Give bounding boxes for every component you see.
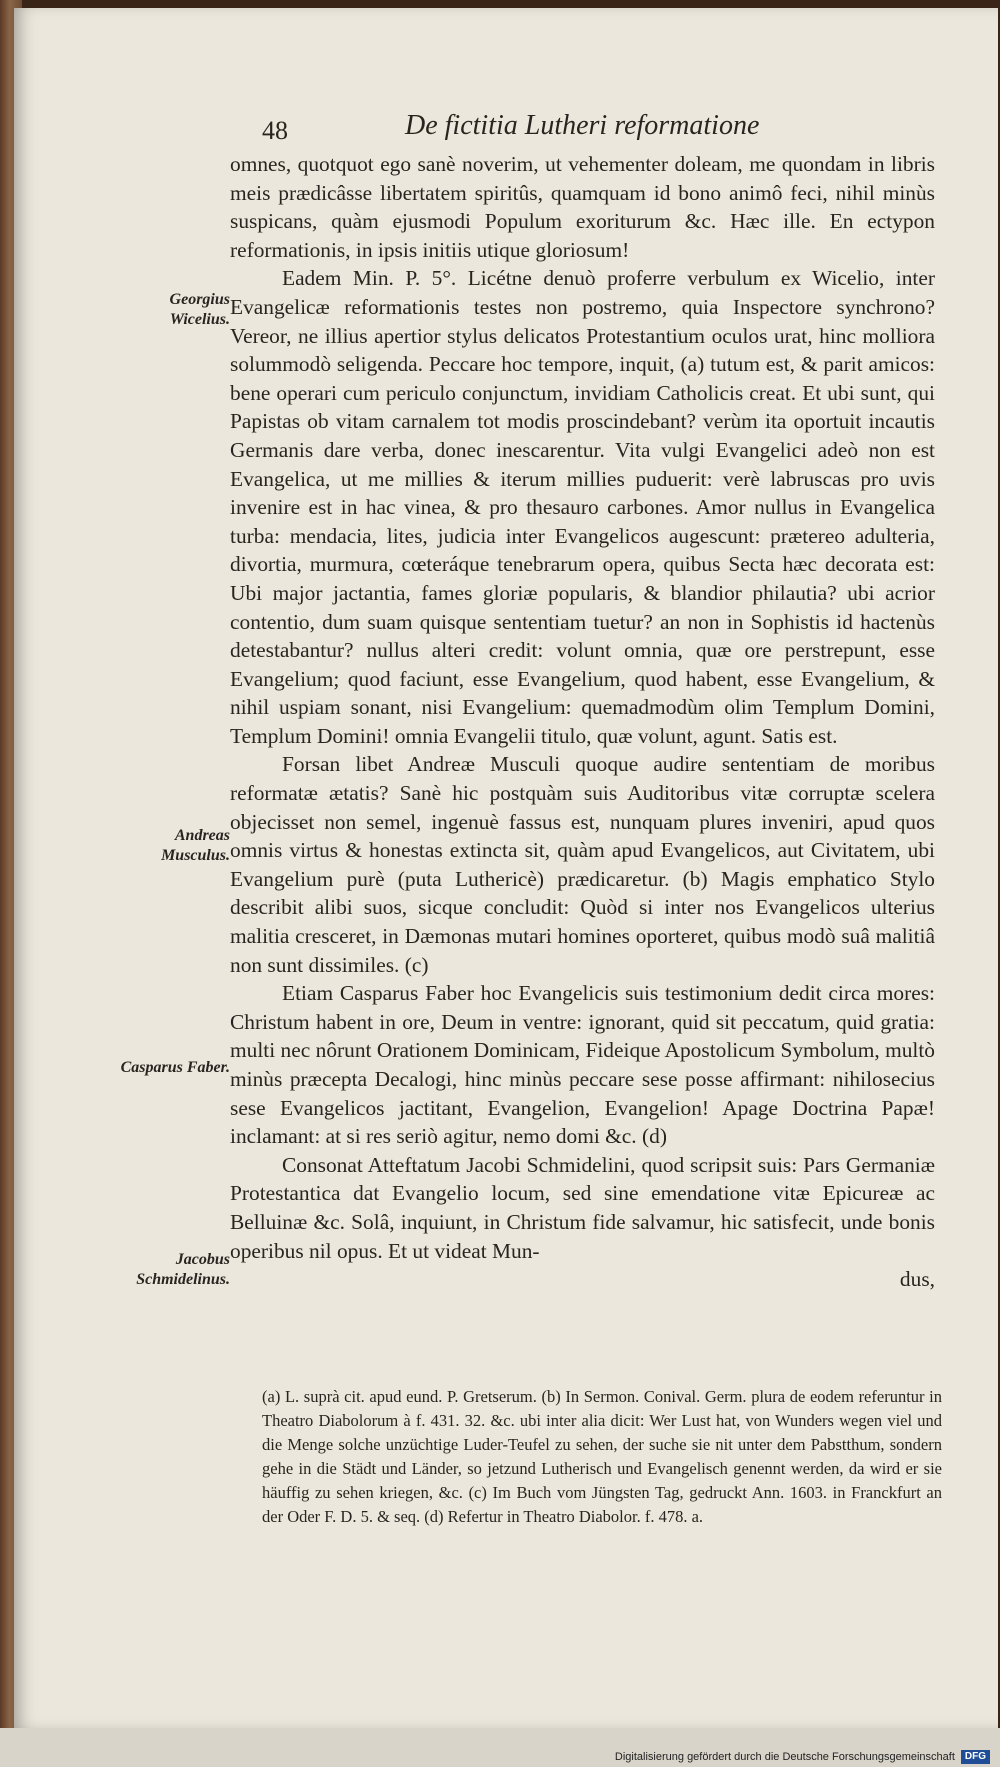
paragraph: Eadem Min. P. 5°. Licétne denuò proferre verbulum ex Wicelio, inter Evangelicæ reformationis testes non postremo, quia Inspectore synchrono? Vereor, ne illius apertior stylus delicatos Protestantium oculos urat, hinc molliora solummodò seligenda. Peccare hoc tempore, inquit, (a) tutum est, & parit amicos: bene operari cum periculo conjunctum, invidiam Catholicis creat. Et ubi sunt, qui Papistas ob vitam carnalem tot modis proscindebant? verùm ita oportuit incautis Germanis dare verba, donec inescarentur. Vita vulgi Evangelici adeò non est Evangelica, ut me millies & iterum millies puduerit: verè labruscas pro uvis invenire est in hac vinea, & pro thesauro carbones. Amor nullus in Evangelica turba: mendacia, lites, judicia inter Evangelicos augescunt: prætereo adulteria, divortia, murmura, cœteráque tenebrarum opera, quibus Secta hæc decorata est: Ubi major jactantia, fames gloriæ popularis, & blandior philautia? ubi acrior contentio, dum suam quisque sententiam tuetur? an non in Sophistis id hactenùs detestabantur? nullus alteri credit: volunt omnia, quæ ore perstrepunt, esse Evangelium; quod faciunt, esse Evangelium, quod habent, esse Evangelium, & nihil uspiam sonant, nisi Evangelium: quemadmodùm olim Templum Domini, Templum Domini! omnia Evangelii titulo, quæ volunt, agunt. Satis est. bbox=[230, 266, 935, 748]
digitization-credit bbox=[615, 1750, 990, 1764]
paragraph: Etiam Casparus Faber hoc Evangelicis suis testimonium dedit circa mores: Christum habent in ore, Deum in ventre: ignorant, quid sit peccatum, quid gratia: multi nec nôrunt Orationem Dominicam, Fideique Apostolicum Symbolum, multò minùs præcepta Decalogi, hinc minùs peccare sese posse affirmant: nihilosecius sese Evangelicos jactitant, Evangelion, Evangelion! Apage Doctrina Papæ! inclamant: at si res seriò agitur, nemo domi &c. (d) bbox=[230, 981, 935, 1149]
credit-text: Digitalisierung gefördert durch die Deutsche Forschungsgemeinschaft bbox=[614, 1751, 955, 1763]
page-header bbox=[262, 110, 862, 150]
catchword: dus, bbox=[899, 1267, 935, 1292]
paragraph: Consonat Atteftatum Jacobi Schmidelini, quod scripsit suis: Pars Germaniæ Protestantica dat Evangelio locum, sed sine emendatione vitæ Epicureæ ac Belluinæ &c. Solâ, inquiunt, in Christum fide salvamur, hic satisfecit, unde bonis operibus nil opus. Et ut videat Mun- bbox=[230, 1152, 935, 1263]
paragraph: omnes, quotquot ego sanè noverim, ut vehementer doleam, me quondam in libris meis prædicâsse libertatem spiritûs, quamquam id bono animô feci, nihil minùs suspicans, quàm ejusmodi Populum exoriturum &c. Hæc ille. En ectypon reformationis, in ipsis initiis utique gloriosum! bbox=[230, 152, 935, 262]
margin-note-musculus: Andreas Musculus. bbox=[161, 827, 230, 864]
margin-note-faber: Casparus Faber. bbox=[120, 1059, 230, 1076]
margin-note-schmidelinus: Jacobus Schmidelinus. bbox=[136, 1251, 230, 1288]
footnotes bbox=[262, 1385, 942, 1529]
running-title: De fictitia Lutheri reformatione bbox=[405, 110, 760, 141]
main-text bbox=[230, 150, 935, 1294]
margin-note-wicelius: Georgius Wicelius. bbox=[169, 291, 230, 328]
dfg-logo-icon: DFG bbox=[961, 1750, 990, 1764]
page-number: 48 bbox=[262, 116, 288, 145]
paragraph: Forsan libet Andreæ Musculi quoque audire sententiam de moribus reformatæ ætatis? Sanè hic postquàm suis Auditoribus vitæ corruptæ scelera objecisset non semel, ingenuè fassus est, nunquam plures inveniri, apud quos omnis virtus & honestas extincta sit, quàm apud Evangelicos, aut Civitatem, ubi Evangelium purè (puta Luthericè) prædicaretur. (b) Magis emphatico Stylo describit alibi suos, sicque concludit: Quòd si inter nos Evangelicos ulterius malitia cresceret, in Dæmonas mutari homines oporteret, quibus modò suâ malitiâ non sunt dissimiles. (c) bbox=[230, 752, 935, 977]
footnote-text: (a) L. suprà cit. apud eund. P. Gretserum. (b) In Sermon. Conival. Germ. plura de eodem referuntur in Theatro Diabolorum à f. 431. 32. &c. ubi inter alia dicit: Wer Lust hat, von Wunders wegen viel und die Menge solche unzüchtige Luder-Teufel zu sehen, der suche sie nit unter dem Pabstthum, sondern gehe in die Städt und Länder, so jetzund Lutherisch und Evangelisch genennt werden, da wird er sie häuffig zu sehen kriegen, &c. (c) Im Buch vom Jüngsten Tag, gedruckt Ann. 1603. in Franckfurt an der Oder F. D. 5. & seq. (d) Refertur in Theatro Diabolor. f. 478. a. bbox=[262, 1387, 942, 1526]
